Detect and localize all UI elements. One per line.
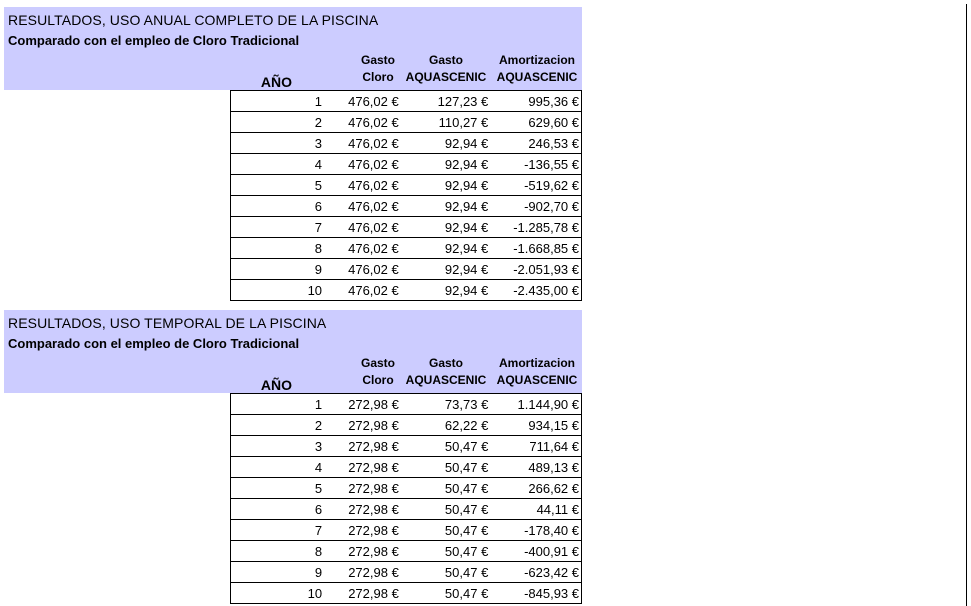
cell-gasto-cloro: 272,98 € bbox=[324, 520, 401, 541]
cell-amortizacion: -845,93 € bbox=[490, 583, 581, 604]
table-row bbox=[231, 133, 582, 154]
cell-year: 9 bbox=[231, 562, 325, 583]
cell-gasto-cloro: 476,02 € bbox=[324, 91, 401, 112]
table-row bbox=[231, 541, 582, 562]
table-row bbox=[231, 259, 582, 280]
cell-gasto-cloro: 272,98 € bbox=[324, 499, 401, 520]
cell-gasto-aquascenic: 110,27 € bbox=[401, 112, 491, 133]
cell-gasto-cloro: 272,98 € bbox=[324, 583, 401, 604]
cell-year: 9 bbox=[231, 259, 325, 280]
table-row bbox=[231, 394, 582, 415]
cell-amortizacion: -519,62 € bbox=[490, 175, 581, 196]
cell-year: 2 bbox=[231, 112, 325, 133]
col-header-gasto-cloro: Gasto Cloro bbox=[360, 356, 395, 387]
col-header-gasto-aquascenic: Gasto AQUASCENIC bbox=[405, 356, 487, 387]
cell-gasto-aquascenic: 92,94 € bbox=[401, 280, 491, 301]
table-row bbox=[231, 520, 582, 541]
table-row bbox=[231, 175, 582, 196]
cell-amortizacion: 246,53 € bbox=[490, 133, 581, 154]
cell-year: 5 bbox=[231, 478, 325, 499]
cell-amortizacion: -1.285,78 € bbox=[490, 217, 581, 238]
cell-gasto-aquascenic: 50,47 € bbox=[401, 520, 490, 541]
cell-year: 7 bbox=[231, 520, 325, 541]
cell-year: 8 bbox=[231, 238, 325, 259]
cell-year: 3 bbox=[231, 436, 325, 457]
col-header-gasto-aquascenic: Gasto AQUASCENIC bbox=[405, 53, 487, 84]
cell-gasto-cloro: 476,02 € bbox=[324, 175, 401, 196]
cell-gasto-cloro: 272,98 € bbox=[324, 541, 401, 562]
cell-year: 8 bbox=[231, 541, 325, 562]
cell-amortizacion: 711,64 € bbox=[490, 436, 581, 457]
cell-gasto-aquascenic: 92,94 € bbox=[401, 175, 491, 196]
table-row bbox=[231, 238, 582, 259]
cell-amortizacion: -623,42 € bbox=[490, 562, 581, 583]
section-header bbox=[4, 310, 582, 393]
table-row bbox=[231, 154, 582, 175]
cell-amortizacion: -178,40 € bbox=[490, 520, 581, 541]
cell-gasto-cloro: 476,02 € bbox=[324, 112, 401, 133]
cell-gasto-cloro: 272,98 € bbox=[324, 415, 401, 436]
cell-year: 5 bbox=[231, 175, 325, 196]
cell-gasto-aquascenic: 92,94 € bbox=[401, 238, 491, 259]
results-temporal-section bbox=[4, 310, 582, 601]
col-header-amortizacion: Amortizacion AQUASCENIC bbox=[496, 356, 578, 387]
cell-amortizacion: -902,70 € bbox=[490, 196, 581, 217]
table-row bbox=[231, 478, 582, 499]
table-row bbox=[231, 196, 582, 217]
col-header-year: AÑO bbox=[260, 377, 292, 393]
cell-gasto-aquascenic: 50,47 € bbox=[401, 478, 490, 499]
table-row bbox=[231, 91, 582, 112]
cell-gasto-cloro: 476,02 € bbox=[324, 259, 401, 280]
section-subtitle: Comparado con el empleo de Cloro Tradicional bbox=[8, 33, 300, 48]
results-table bbox=[230, 90, 582, 301]
cell-amortizacion: -136,55 € bbox=[490, 154, 581, 175]
table-row bbox=[231, 583, 582, 604]
cell-year: 7 bbox=[231, 217, 325, 238]
cell-amortizacion: 629,60 € bbox=[490, 112, 581, 133]
cell-gasto-cloro: 476,02 € bbox=[324, 280, 401, 301]
table-row bbox=[231, 499, 582, 520]
cell-gasto-aquascenic: 50,47 € bbox=[401, 562, 490, 583]
cell-year: 10 bbox=[231, 280, 325, 301]
cell-amortizacion: -400,91 € bbox=[490, 541, 581, 562]
cell-amortizacion: -2.051,93 € bbox=[490, 259, 581, 280]
cell-gasto-cloro: 476,02 € bbox=[324, 154, 401, 175]
cell-year: 10 bbox=[231, 583, 325, 604]
cell-amortizacion: 489,13 € bbox=[490, 457, 581, 478]
table-row bbox=[231, 280, 582, 301]
cell-gasto-aquascenic: 73,73 € bbox=[401, 394, 490, 415]
cell-gasto-aquascenic: 127,23 € bbox=[401, 91, 491, 112]
cell-gasto-cloro: 272,98 € bbox=[324, 457, 401, 478]
cell-gasto-aquascenic: 50,47 € bbox=[401, 499, 490, 520]
cell-gasto-cloro: 476,02 € bbox=[324, 133, 401, 154]
cell-gasto-cloro: 272,98 € bbox=[324, 478, 401, 499]
cell-gasto-aquascenic: 62,22 € bbox=[401, 415, 490, 436]
table-row bbox=[231, 436, 582, 457]
cell-amortizacion: -2.435,00 € bbox=[490, 280, 581, 301]
cell-amortizacion: 995,36 € bbox=[490, 91, 581, 112]
cell-year: 6 bbox=[231, 499, 325, 520]
col-header-gasto-cloro: Gasto Cloro bbox=[360, 53, 395, 84]
cell-year: 3 bbox=[231, 133, 325, 154]
cell-amortizacion: 266,62 € bbox=[490, 478, 581, 499]
cell-year: 6 bbox=[231, 196, 325, 217]
table-row bbox=[231, 217, 582, 238]
cell-gasto-aquascenic: 50,47 € bbox=[401, 583, 490, 604]
cell-gasto-aquascenic: 50,47 € bbox=[401, 436, 490, 457]
cell-year: 1 bbox=[231, 91, 325, 112]
cell-amortizacion: 44,11 € bbox=[490, 499, 581, 520]
section-title: RESULTADOS, USO ANUAL COMPLETO DE LA PISCINA bbox=[8, 12, 379, 28]
cell-gasto-aquascenic: 92,94 € bbox=[401, 133, 491, 154]
table-row bbox=[231, 457, 582, 478]
page-border bbox=[966, 4, 967, 606]
cell-year: 4 bbox=[231, 457, 325, 478]
section-header bbox=[4, 7, 582, 90]
cell-gasto-cloro: 272,98 € bbox=[324, 394, 401, 415]
col-header-year: AÑO bbox=[260, 74, 292, 90]
table-row bbox=[231, 562, 582, 583]
cell-gasto-cloro: 272,98 € bbox=[324, 562, 401, 583]
cell-amortizacion: 934,15 € bbox=[490, 415, 581, 436]
table-row bbox=[231, 415, 582, 436]
cell-amortizacion: -1.668,85 € bbox=[490, 238, 581, 259]
results-annual-section bbox=[4, 7, 582, 298]
cell-gasto-cloro: 272,98 € bbox=[324, 436, 401, 457]
cell-gasto-aquascenic: 92,94 € bbox=[401, 154, 491, 175]
section-title: RESULTADOS, USO TEMPORAL DE LA PISCINA bbox=[8, 315, 327, 331]
cell-year: 2 bbox=[231, 415, 325, 436]
cell-year: 1 bbox=[231, 394, 325, 415]
cell-gasto-aquascenic: 92,94 € bbox=[401, 196, 491, 217]
col-header-amortizacion: Amortizacion AQUASCENIC bbox=[496, 53, 578, 84]
cell-gasto-aquascenic: 92,94 € bbox=[401, 217, 491, 238]
cell-gasto-cloro: 476,02 € bbox=[324, 217, 401, 238]
cell-gasto-aquascenic: 50,47 € bbox=[401, 457, 490, 478]
cell-gasto-cloro: 476,02 € bbox=[324, 238, 401, 259]
results-table bbox=[230, 393, 582, 604]
section-subtitle: Comparado con el empleo de Cloro Tradicional bbox=[8, 336, 300, 351]
cell-gasto-aquascenic: 50,47 € bbox=[401, 541, 490, 562]
table-row bbox=[231, 112, 582, 133]
cell-year: 4 bbox=[231, 154, 325, 175]
cell-gasto-aquascenic: 92,94 € bbox=[401, 259, 491, 280]
cell-gasto-cloro: 476,02 € bbox=[324, 196, 401, 217]
cell-amortizacion: 1.144,90 € bbox=[490, 394, 581, 415]
